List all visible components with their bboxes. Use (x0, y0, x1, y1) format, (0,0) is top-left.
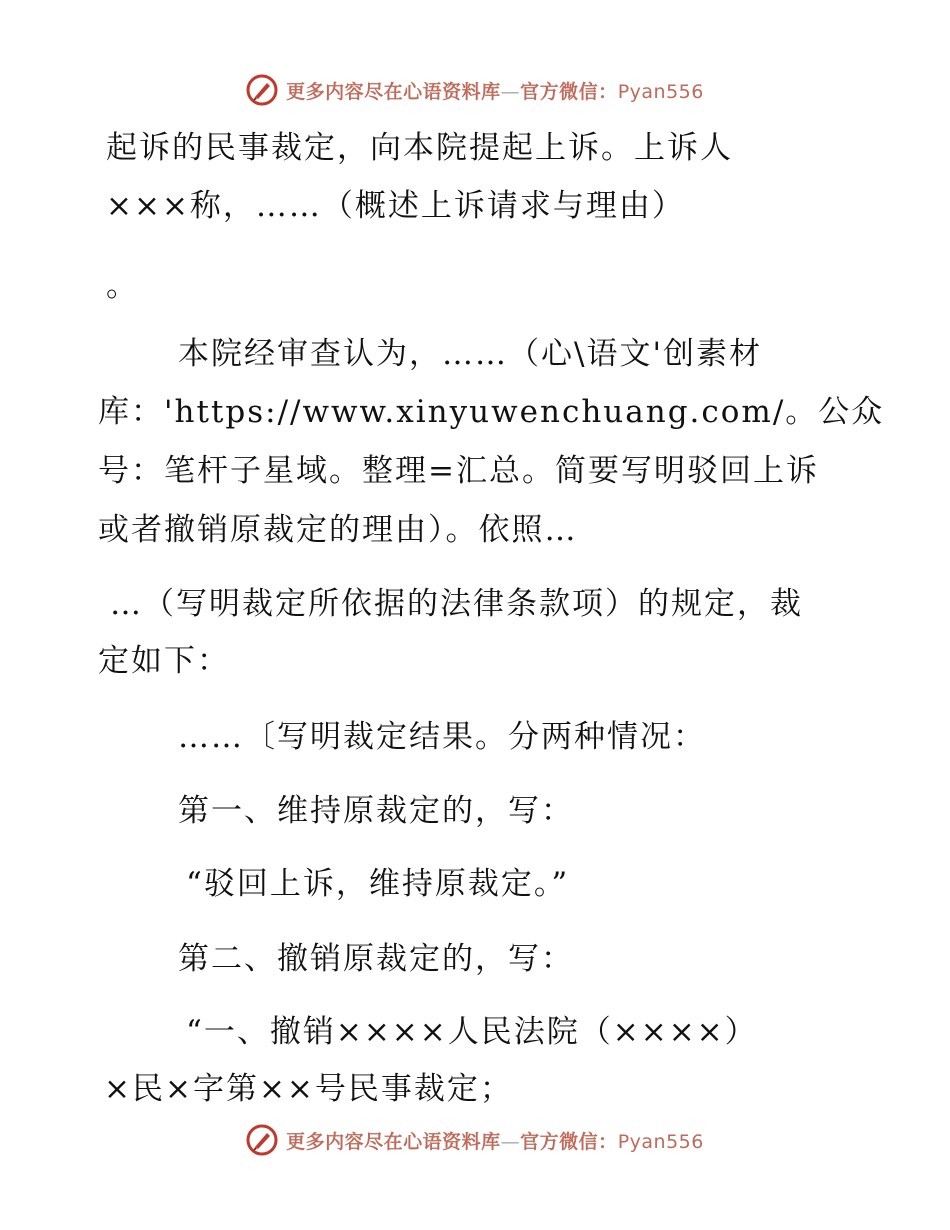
doc-line-7: 或者撤销原裁定的理由）。依照… (98, 512, 578, 548)
doc-line-12: “驳回上诉，维持原裁定。” (186, 866, 570, 902)
doc-line-6: 号：笔杆子星域。整理=汇总。简要写明驳回上诉 (98, 453, 819, 489)
doc-line-9: 定如下： (98, 643, 230, 679)
doc-line-14: “一、撤销××××人民法院（××××） (186, 1014, 758, 1050)
doc-line-15: ×民×字第××号民事裁定； (104, 1071, 513, 1107)
header-banner-main: 更多内容尽在心语资料库 (286, 80, 501, 103)
header-banner-text (286, 77, 704, 104)
footer-banner-separator: — (500, 1130, 521, 1153)
doc-line-2: ×××称，……（概述上诉请求与理由） (106, 188, 685, 224)
header-watermark-banner (0, 72, 950, 108)
header-banner-wechat-id: Pyan556 (617, 80, 704, 103)
footer-banner-suffix: 官方微信： (520, 1130, 618, 1153)
header-banner-separator: — (500, 80, 521, 103)
doc-line-13: 第二、撤销原裁定的，写： (178, 941, 574, 977)
footer-banner-main: 更多内容尽在心语资料库 (286, 1130, 501, 1153)
footer-banner-wechat-id: Pyan556 (617, 1130, 704, 1153)
doc-line-3: 。 (106, 268, 139, 304)
doc-line-10: ……〔写明裁定结果。分两种情况： (178, 719, 706, 755)
doc-line-8: …（写明裁定所依据的法律条款项）的规定，裁 (110, 586, 803, 622)
doc-line-5: 库：'https://www.xinyuwenchuang.com/。公众 (98, 394, 885, 430)
doc-line-4: 本院经审查认为，……（心\语文'创素材 (178, 336, 762, 372)
footer-watermark-banner (0, 1122, 950, 1158)
doc-line-11: 第一、维持原裁定的，写： (178, 793, 574, 829)
footer-banner-text (286, 1127, 704, 1154)
pen-logo-icon (246, 74, 278, 106)
doc-line-1: 起诉的民事裁定，向本院提起上诉。上诉人 (106, 130, 733, 166)
header-banner-suffix: 官方微信： (520, 80, 618, 103)
pen-logo-icon (246, 1124, 278, 1156)
